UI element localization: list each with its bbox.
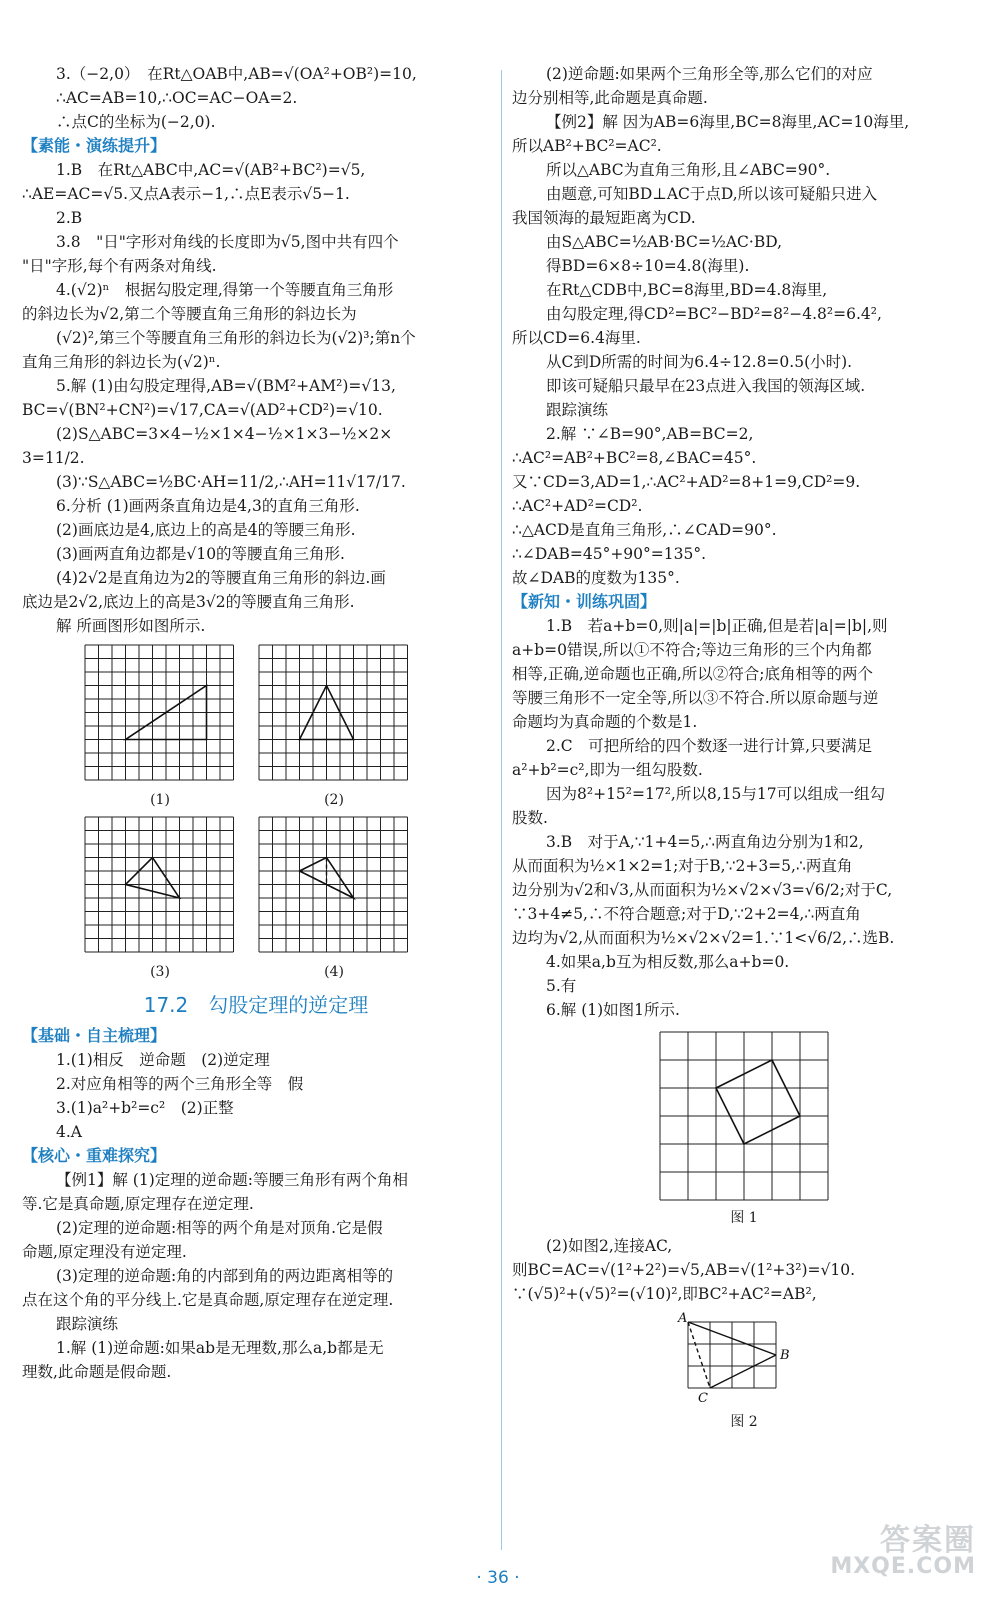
text-line: 由题意,可知BD⊥AC于点D,所以该可疑船只进入 (546, 185, 878, 203)
text-line: (3)定理的逆命题:角的内部到角的两边距离相等的 (56, 1267, 394, 1285)
heading-jichu: 【基础・自主梳理】 (22, 1026, 167, 1045)
figure-2-block (512, 1312, 976, 1432)
text-line: 3.8 "日"字形对角线的长度即为√5,图中共有四个 (56, 233, 399, 251)
heading-hexin: 【核心・重难探究】 (22, 1146, 167, 1165)
text-line: (√2)²,第三个等腰直角三角形的斜边长为(√2)³;第n个 (56, 329, 416, 347)
text-line: 所以AB²+BC²=AC². (512, 137, 662, 155)
text-line: 得BD=6×8÷10=4.8(海里). (546, 257, 750, 275)
text-line: (4)2√2是直角边为2的等腰直角三角形的斜边.画 (56, 569, 386, 587)
figure-row (22, 642, 490, 810)
figure-caption: (3) (150, 964, 170, 980)
text-line: 【例1】解 (1)定理的逆命题:等腰三角形有两个角相 (56, 1171, 408, 1189)
column-divider (501, 70, 502, 1550)
figure-3 (82, 814, 238, 982)
text-line: 直角三角形的斜边长为(√2)ⁿ. (22, 353, 221, 371)
answer-block (22, 1168, 490, 1384)
text-line: 理数,此命题是假命题. (22, 1363, 172, 1381)
answer-block (22, 1048, 490, 1144)
text-line: 所以CD=6.4海里. (512, 329, 641, 347)
text-line: 边均为√2,从而面积为½×√2×√2=1.∵1<√6/2,∴选B. (512, 929, 895, 947)
text-line: 【例2】解 因为AB=6海里,BC=8海里,AC=10海里, (546, 113, 910, 131)
text-line: ∴AC²=AB²+BC²=8,∠BAC=45°. (512, 449, 757, 467)
text-line: 1.解 (1)逆命题:如果ab是无理数,那么a,b都是无 (56, 1339, 384, 1357)
figure-caption: 图 1 (730, 1210, 758, 1226)
text-line: 因为8²+15²=17²,所以8,15与17可以组成一组勾 (546, 785, 886, 803)
side-bc (710, 1355, 776, 1388)
grid-figure (82, 642, 238, 786)
grid-figure (656, 1028, 832, 1204)
text-line: 4.(√2)ⁿ 根据勾股定理,得第一个等腰直角三角形 (56, 281, 394, 299)
watermark-text: 答案圈 (880, 1523, 976, 1558)
text-line: ∵(√5)²+(√5)²=(√10)²,即BC²+AC²=AB², (512, 1285, 817, 1303)
text-line: 即该可疑船只最早在23点进入我国的领海区域. (546, 377, 866, 395)
watermark-logo (830, 1523, 976, 1580)
text-line: ∴△ACD是直角三角形,∴∠CAD=90°. (512, 521, 777, 539)
text-line: 6.分析 (1)画两条直角边是4,3的直角三角形. (56, 497, 360, 515)
text-line: 我国领海的最短距离为CD. (512, 209, 696, 227)
text-line: 点在这个角的平分线上.它是真命题,原定理存在逆定理. (22, 1291, 394, 1309)
text-line: 故∠DAB的度数为135°. (512, 569, 680, 587)
text-line: BC=√(BN²+CN²)=√17,CA=√(AD²+CD²)=√10. (22, 401, 383, 419)
text-line: (2)逆命题:如果两个三角形全等,那么它们的对应 (546, 65, 873, 83)
grid-figure (256, 814, 412, 958)
text-line: 跟踪演练 (56, 1315, 119, 1333)
text-line: 跟踪演练 (546, 401, 609, 419)
answer-block (512, 1234, 976, 1306)
text-line: 2.对应角相等的两个三角形全等 假 (56, 1075, 304, 1093)
figure-caption: (1) (150, 792, 170, 808)
text-line: 又∵CD=3,AD=1,∴AC²+AD²=8+1=9,CD²=9. (512, 473, 861, 491)
figure-caption: (2) (324, 792, 344, 808)
figure-caption: 图 2 (730, 1414, 758, 1430)
left-column (22, 62, 490, 1384)
text-line: 5.解 (1)由勾股定理得,AB=√(BM²+AM²)=√13, (56, 377, 396, 395)
text-line: 命题,原定理没有逆定理. (22, 1243, 187, 1261)
watermark-url: MXQE.COM (830, 1554, 976, 1579)
text-line: 5.有 (546, 977, 577, 995)
text-line: (2)如图2,连接AC, (546, 1237, 673, 1255)
text-line: 3.(1)a²+b²=c² (2)正整 (56, 1099, 234, 1117)
square-shape (716, 1060, 800, 1144)
text-line: 1.B 若a+b=0,则|a|=|b|正确,但是若|a|=|b|,则 (546, 617, 888, 635)
text-line: 2.B (56, 209, 83, 227)
text-line: 等.它是真命题,原定理存在逆定理. (22, 1195, 254, 1213)
text-line: 股数. (512, 809, 548, 827)
text-line: 3=11/2. (22, 449, 85, 467)
answer-block (512, 614, 976, 1022)
grid-figure (674, 1312, 814, 1408)
text-line: 2.C 可把所给的四个数逐一进行计算,只要满足 (546, 737, 873, 755)
text-line: ∴AC=AB=10,∴OC=AC−OA=2. (56, 89, 298, 107)
text-line: a²+b²=c²,即为一组勾股数. (512, 761, 703, 779)
text-line: 则BC=AC=√(1²+2²)=√5,AB=√(1²+3²)=√10. (512, 1261, 856, 1279)
label-a: A (678, 1312, 688, 1326)
text-line: (2)S△ABC=3×4−½×1×4−½×1×3−½×2× (56, 425, 393, 443)
text-line: a+b=0错误,所以①不符合;等边三角形的三个内角都 (512, 641, 872, 659)
grid-figure (82, 814, 238, 958)
label-c: C (698, 1391, 708, 1406)
text-line: ∴点C的坐标为(−2,0). (56, 113, 216, 131)
answer-block (22, 158, 490, 638)
text-line: 2.解 ∵∠B=90°,AB=BC=2, (546, 425, 754, 443)
text-line: 4.A (56, 1123, 82, 1141)
grid-figure (256, 642, 412, 786)
figure-1 (82, 642, 238, 810)
figure-2 (256, 642, 412, 810)
text-line: (3)画两直角边都是√10的等腰直角三角形. (56, 545, 345, 563)
text-line: 相等,正确,逆命题也正确,所以②符合;底角相等的两个 (512, 665, 874, 683)
text-line: (2)画底边是4,底边上的高是4的等腰三角形. (56, 521, 356, 539)
text-line: 底边是2√2,底边上的高是3√2的等腰直角三角形. (22, 593, 355, 611)
text-line: ∵3+4≠5,∴不符合题意;对于D,∵2+2=4,∴两直角 (512, 905, 861, 923)
text-line: 4.如果a,b互为相反数,那么a+b=0. (546, 953, 790, 971)
text-line: 从C到D所需的时间为6.4÷12.8=0.5(小时). (546, 353, 853, 371)
text-line: 的斜边长为√2,第二个等腰直角三角形的斜边长为 (22, 305, 357, 323)
figure-1-block (512, 1028, 976, 1228)
text-line: ∴∠DAB=45°+90°=135°. (512, 545, 707, 563)
text-line: 等腰三角形不一定全等,所以③不符合.所以原命题与逆 (512, 689, 879, 707)
side-ac (688, 1322, 710, 1388)
text-line: 1.(1)相反 逆命题 (2)逆定理 (56, 1051, 270, 1069)
text-line: ∴AE=AC=√5.又点A表示−1,∴点E表示√5−1. (22, 185, 350, 203)
text-line: 边分别相等,此命题是真命题. (512, 89, 708, 107)
text-line: 3.（−2,0） 在Rt△OAB中,AB=√(OA²+OB²)=10, (56, 65, 417, 83)
text-line: ∴AC²+AD²=CD². (512, 497, 643, 515)
text-line: 边分别为√2和√3,从而面积为½×√2×√3=√6/2;对于C, (512, 881, 893, 899)
page-number: · 36 · (476, 1568, 520, 1588)
label-b: B (780, 1348, 790, 1363)
figure-caption: (4) (324, 964, 344, 980)
heading-xinzhi: 【新知・训练巩固】 (512, 592, 657, 611)
text-line: 命题均为真命题的个数是1. (512, 713, 698, 731)
text-line: "日"字形,每个有两条对角线. (22, 257, 217, 275)
text-line: 由勾股定理,得CD²=BC²−BD²=8²−4.8²=6.4², (546, 305, 882, 323)
text-line: (3)∵S△ABC=½BC·AH=11/2,∴AH=11√17/17. (56, 473, 406, 491)
right-column (512, 62, 976, 1438)
answer-block (22, 62, 490, 134)
text-line: 从而面积为½×1×2=1;对于B,∵2+3=5,∴两直角 (512, 857, 853, 875)
figure-4 (256, 814, 412, 982)
text-line: 解 所画图形如图所示. (56, 617, 206, 635)
figure-row (22, 814, 490, 982)
text-line: 1.B 在Rt△ABC中,AC=√(AB²+BC²)=√5, (56, 161, 366, 179)
section-title: 17.2 勾股定理的逆定理 (143, 993, 369, 1017)
answer-block (512, 62, 976, 590)
text-line: 在Rt△CDB中,BC=8海里,BD=4.8海里, (546, 281, 828, 299)
text-line: (2)定理的逆命题:相等的两个角是对顶角.它是假 (56, 1219, 383, 1237)
text-line: 所以△ABC为直角三角形,且∠ABC=90°. (546, 161, 831, 179)
text-line: 3.B 对于A,∵1+4=5,∴两直角边分别为1和2, (546, 833, 864, 851)
text-line: 6.解 (1)如图1所示. (546, 1001, 680, 1019)
text-line: 由S△ABC=½AB·BC=½AC·BD, (546, 233, 783, 251)
heading-suneng: 【素能・演练提升】 (22, 136, 167, 155)
